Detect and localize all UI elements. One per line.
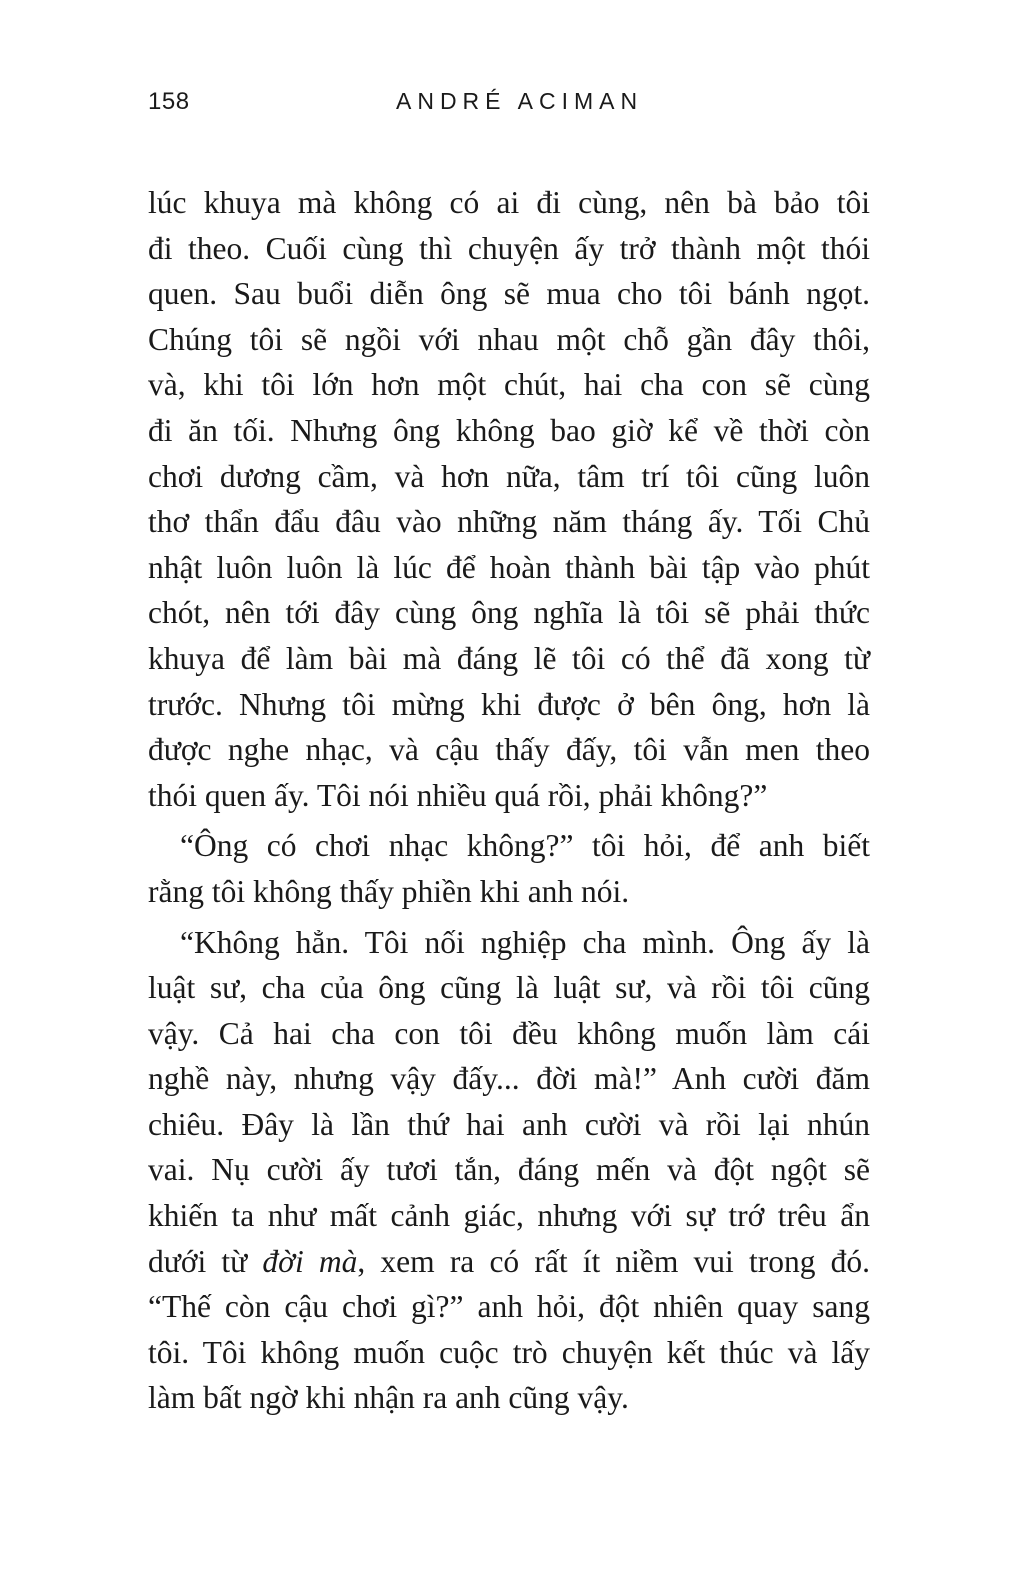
text-line: chơi dương cầm, và hơn nữa, tâm trí tôi cũng luôn [148,458,870,494]
running-head-author: ANDRÉ ACIMAN [396,88,644,114]
page-header [148,88,870,128]
text-line: luật sư, cha của ông cũng là luật sư, và rồi tôi cũng [148,970,870,1006]
text-line: thói quen ấy. Tôi nói nhiều quá rồi, phải không?” [148,777,768,813]
text-line: khuya để làm bài mà đáng lẽ tôi có thể đã xong từ [148,640,870,676]
text-line: thơ thẩn đẩu đâu vào những năm tháng ấy. Tối Chủ [148,504,870,540]
italic-phrase: đời mà [262,1243,358,1279]
text-line: đi ăn tối. Nhưng ông không bao giờ kể về thời còn [148,412,870,448]
page-number: 158 [148,88,190,115]
paragraph [148,180,870,818]
text-segment: , xem ra có rất ít niềm vui trong đó. [357,1243,871,1279]
text-line: lúc khuya mà không có ai đi cùng, nên bà bảo tôi [148,185,870,220]
text-line: nghề này, nhưng vậy đấy... đời mà!” Anh cười đăm [148,1061,870,1097]
paragraph [148,823,870,914]
text-line: Chúng tôi sẽ ngồi với nhau một chỗ gần đây thôi, [148,321,870,357]
text-line: “Thế còn cậu chơi gì?” anh hỏi, đột nhiên quay sang [148,1289,870,1325]
body-text [148,180,870,1421]
text-line: vai. Nụ cười ấy tươi tắn, đáng mến và đột ngột sẽ [148,1152,870,1188]
text-line: “Ông có chơi nhạc không?” tôi hỏi, để anh biết [180,828,870,864]
text-line-with-italic [148,1239,870,1285]
text-line: khiến ta như mất cảnh giác, nhưng với sự trớ trêu ẩn [148,1198,870,1234]
text-line: tôi. Tôi không muốn cuộc trò chuyện kết thúc và lấy [148,1334,870,1370]
text-line: chót, nên tới đây cùng ông nghĩa là tôi sẽ phải thức [148,595,870,631]
text-line: “Không hẳn. Tôi nối nghiệp cha mình. Ông ấy là [180,924,870,960]
text-line: đi theo. Cuối cùng thì chuyện ấy trở thành một thói [148,230,870,266]
text-line: trước. Nhưng tôi mừng khi được ở bên ông, hơn là [148,686,870,722]
text-line: nhật luôn luôn là lúc để hoàn thành bài tập vào phút [148,549,870,585]
text-line: chiêu. Đây là lần thứ hai anh cười và rồi lại nhún [148,1106,870,1142]
text-line: và, khi tôi lớn hơn một chút, hai cha con sẽ cùng [148,367,870,403]
text-line: làm bất ngờ khi nhận ra anh cũng vậy. [148,1380,629,1416]
text-segment: dưới từ [148,1243,263,1279]
text-line: rằng tôi không thấy phiền khi anh nói. [148,873,630,909]
text-line: quen. Sau buổi diễn ông sẽ mua cho tôi bánh ngọt. [148,276,870,312]
text-line: vậy. Cả hai cha con tôi đều không muốn làm cái [148,1015,870,1051]
text-line: được nghe nhạc, và cậu thấy đấy, tôi vẫn men theo [148,732,870,768]
paragraph [148,920,870,1422]
